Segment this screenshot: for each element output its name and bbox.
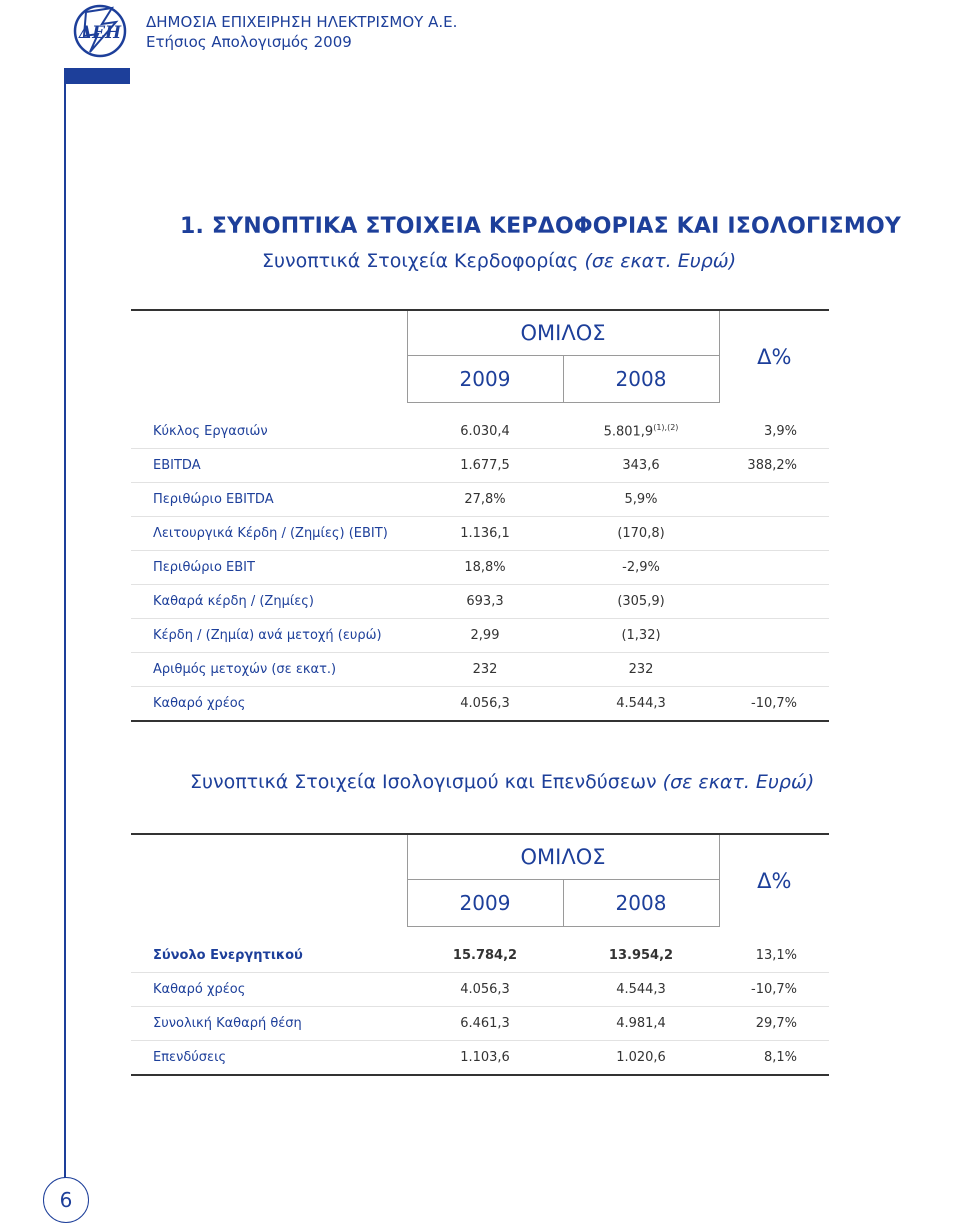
logo-text: ΔΕΗ: [78, 23, 122, 43]
value-2008: 1.020,6: [563, 1041, 719, 1076]
table-row: [131, 415, 829, 449]
delta-value: 8,1%: [719, 1041, 829, 1076]
year-2008-header: 2008: [563, 880, 719, 927]
table-row: [131, 449, 829, 483]
row-label: Καθαρά κέρδη / (Ζημίες): [131, 585, 407, 619]
value-2008: (305,9): [563, 585, 719, 619]
delta-value: -10,7%: [719, 973, 829, 1007]
delta-value: 388,2%: [719, 449, 829, 483]
row-label: Καθαρό χρέος: [131, 973, 407, 1007]
value-2009: 1.677,5: [407, 449, 563, 483]
row-label: Σύνολο Ενεργητικού: [131, 939, 407, 973]
group-header: ΟΜΙΛΟΣ: [407, 834, 719, 880]
row-label: Αριθμός μετοχών (σε εκατ.): [131, 653, 407, 687]
label-header: [131, 310, 407, 403]
delta-value: -10,7%: [719, 687, 829, 722]
value-2009: 2,99: [407, 619, 563, 653]
year-2008-header: 2008: [563, 356, 719, 403]
row-label: Λειτουργικά Κέρδη / (Ζημίες) (EBIT): [131, 517, 407, 551]
value-2008: 4.544,3: [563, 973, 719, 1007]
value-2008: 4.981,4: [563, 1007, 719, 1041]
value-2008: 343,6: [563, 449, 719, 483]
table-row: [131, 585, 829, 619]
delta-value: 3,9%: [719, 415, 829, 449]
subtitle-main: Συνοπτικά Στοιχεία Κερδοφορίας: [262, 250, 585, 272]
year-2009-header: 2009: [407, 356, 563, 403]
report-name: Ετήσιος Απολογισμός 2009: [146, 33, 352, 51]
delta-value: 29,7%: [719, 1007, 829, 1041]
table-row: [131, 517, 829, 551]
value-2009: 6.461,3: [407, 1007, 563, 1041]
value-2009: 6.030,4: [407, 415, 563, 449]
value-2008: 232: [563, 653, 719, 687]
balance-sheet-subtitle: [190, 771, 814, 793]
value-2008: 13.954,2: [563, 939, 719, 973]
delta-value: [719, 653, 829, 687]
value-2009: 4.056,3: [407, 687, 563, 722]
profitability-subtitle: [262, 250, 736, 272]
company-logo: [72, 2, 128, 60]
company-header: [146, 12, 457, 52]
value-2009: 18,8%: [407, 551, 563, 585]
value-2008: -2,9%: [563, 551, 719, 585]
row-label: Περιθώριο EBITDA: [131, 483, 407, 517]
row-label: Περιθώριο EBIT: [131, 551, 407, 585]
value-2008: 4.544,3: [563, 687, 719, 722]
company-name: ΔΗΜΟΣΙΑ ΕΠΙΧΕΙΡΗΣΗ ΗΛΕΚΤΡΙΣΜΟΥ Α.Ε.: [146, 13, 458, 31]
value-2008: (170,8): [563, 517, 719, 551]
profitability-table: [131, 309, 829, 722]
page-number: 6: [43, 1177, 89, 1223]
subtitle-unit: (σε εκατ. Ευρώ): [584, 250, 737, 272]
table-row: [131, 483, 829, 517]
section-title: 1. ΣΥΝΟΠΤΙΚΑ ΣΤΟΙΧΕΙΑ ΚΕΡΔΟΦΟΡΙΑΣ ΚΑΙ ΙΣΟΛΟΓΙΣΜΟΥ: [180, 214, 901, 239]
group-header: ΟΜΙΛΟΣ: [407, 310, 719, 356]
table-row: [131, 939, 829, 973]
value-2009: 27,8%: [407, 483, 563, 517]
row-label: EBITDA: [131, 449, 407, 483]
value-2009: 693,3: [407, 585, 563, 619]
delta-header: Δ%: [719, 834, 829, 927]
value-2009: 1.103,6: [407, 1041, 563, 1076]
delta-value: [719, 619, 829, 653]
table-row: [131, 619, 829, 653]
delta-header: Δ%: [719, 310, 829, 403]
table-row: [131, 687, 829, 722]
value-2008: (1,32): [563, 619, 719, 653]
value-2008: 5,9%: [563, 483, 719, 517]
table-row: [131, 551, 829, 585]
delta-value: [719, 551, 829, 585]
label-header: [131, 834, 407, 927]
value-2009: 15.784,2: [407, 939, 563, 973]
margin-line: [64, 68, 66, 1188]
table-row: [131, 973, 829, 1007]
value-2009: 4.056,3: [407, 973, 563, 1007]
margin-tab: [66, 68, 130, 84]
year-2009-header: 2009: [407, 880, 563, 927]
subtitle-main: Συνοπτικά Στοιχεία Ισολογισμού και Επενδύσεων: [190, 771, 663, 793]
balance-sheet-table: [131, 833, 829, 1076]
footnote-marker: (1),(2): [653, 423, 679, 433]
subtitle-unit: (σε εκατ. Ευρώ): [662, 771, 815, 793]
table-row: [131, 1041, 829, 1076]
value-2009: 232: [407, 653, 563, 687]
row-label: Επενδύσεις: [131, 1041, 407, 1076]
row-label: Συνολική Καθαρή θέση: [131, 1007, 407, 1041]
value-2009: 1.136,1: [407, 517, 563, 551]
delta-value: 13,1%: [719, 939, 829, 973]
delta-value: [719, 585, 829, 619]
row-label: Κύκλος Εργασιών: [131, 415, 407, 449]
row-label: Καθαρό χρέος: [131, 687, 407, 722]
table-row: [131, 653, 829, 687]
value-2008: $5.801,9^{(1),(2)}$: [563, 415, 719, 449]
delta-value: [719, 517, 829, 551]
table-row: [131, 1007, 829, 1041]
row-label: Κέρδη / (Ζημία) ανά μετοχή (ευρώ): [131, 619, 407, 653]
delta-value: [719, 483, 829, 517]
